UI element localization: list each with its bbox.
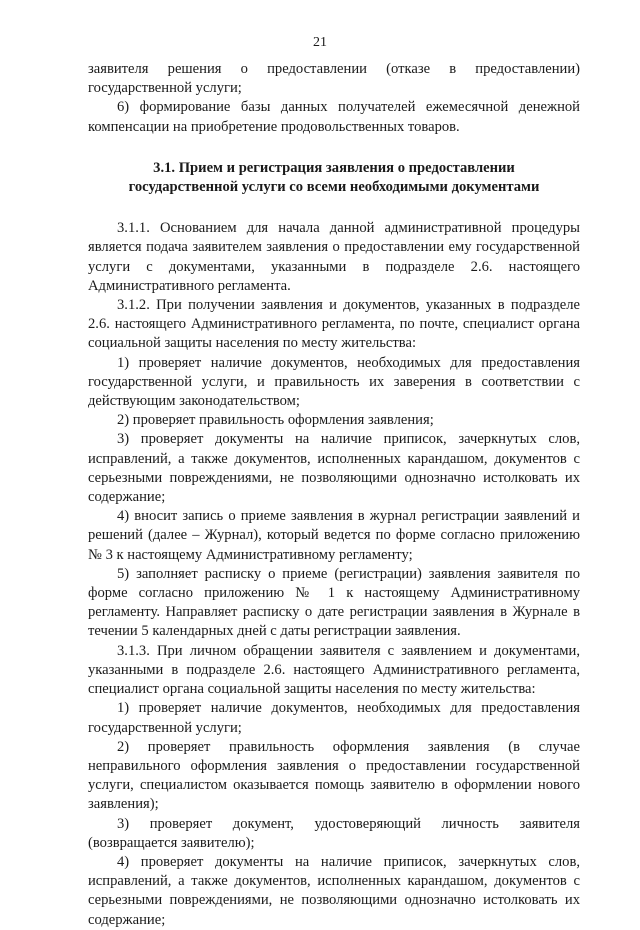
list-item: 1) проверяет наличие документов, необходимых для предоставления государственной услуги; bbox=[88, 700, 580, 736]
list-item: 3) проверяет документ, удостоверяющий личность заявителя (возвращается заявителю); bbox=[88, 815, 580, 851]
paragraph: 6) формирование базы данных получателей ежемесячной денежной компенсации на приобретение продовольственных товаров. bbox=[88, 99, 580, 135]
list-item: 5) заполняет расписку о приеме (регистрации) заявления заявителя по форме согласно приложению № 1 к настоящему Административному регламенту. Направляет расписку о дате регистрации заявления в Журнале в течении 5 календарных дней с даты регистрации заявления. bbox=[88, 565, 580, 640]
list-item: 4) вносит запись о приеме заявления в журнал регистрации заявлений и решений (далее – Журнал), который ведется по форме согласно приложению № 3 к настоящему Административному регламенту; bbox=[88, 508, 580, 563]
list-item: 1) проверяет наличие документов, необходимых для предоставления государственной услуги, и правильность их заверения в соответствии с действующим законодательством; bbox=[88, 354, 580, 410]
document-body bbox=[88, 60, 580, 930]
paragraph: 3.1.3. При личном обращении заявителя с заявлением и документами, указанными в подразделе 2.6. настоящего Административного регламента, специалист органа социальной защиты населения по месту жительства: bbox=[88, 642, 580, 698]
section-title: 3.1. Прием и регистрация заявления о предоставлении государственной услуги со всеми необходимыми документами bbox=[128, 159, 540, 196]
paragraph: 3.1.2. При получении заявления и документов, указанных в подразделе 2.6. настоящего Административного регламента, по почте, специалист органа социальной защиты населения по месту жительства: bbox=[88, 297, 580, 352]
list-item: 4) проверяет документы на наличие приписок, зачеркнутых слов, исправлений, а также документов, исполненных карандашом, документов с серьезными повреждениями, не позволяющими однозначно истолковать их содержание; bbox=[88, 853, 580, 928]
list-item: 3) проверяет документы на наличие приписок, зачеркнутых слов, исправлений, а также документов, исполненных карандашом, документов с серьезными повреждениями, не позволяющими однозначно истолковать их содержание; bbox=[88, 431, 580, 506]
list-item: 2) проверяет правильность оформления заявления; bbox=[117, 412, 434, 429]
paragraph: заявителя решения о предоставлении (отказе в предоставлении) государственной услуги; bbox=[88, 61, 580, 97]
page-number: 21 bbox=[313, 35, 327, 50]
list-item: 2) проверяет правильность оформления заявления (в случае неправильного оформления заявления о предоставлении государственной услуги, специалистом оказывается помощь заявителю в оформлении нового заявления); bbox=[88, 738, 580, 813]
paragraph: 3.1.1. Основанием для начала данной административной процедуры является подача заявителем заявления о предоставлении ему государственной услуги с документами, указанными в подразделе 2.6. настоящего Административного регламента. bbox=[88, 220, 580, 294]
